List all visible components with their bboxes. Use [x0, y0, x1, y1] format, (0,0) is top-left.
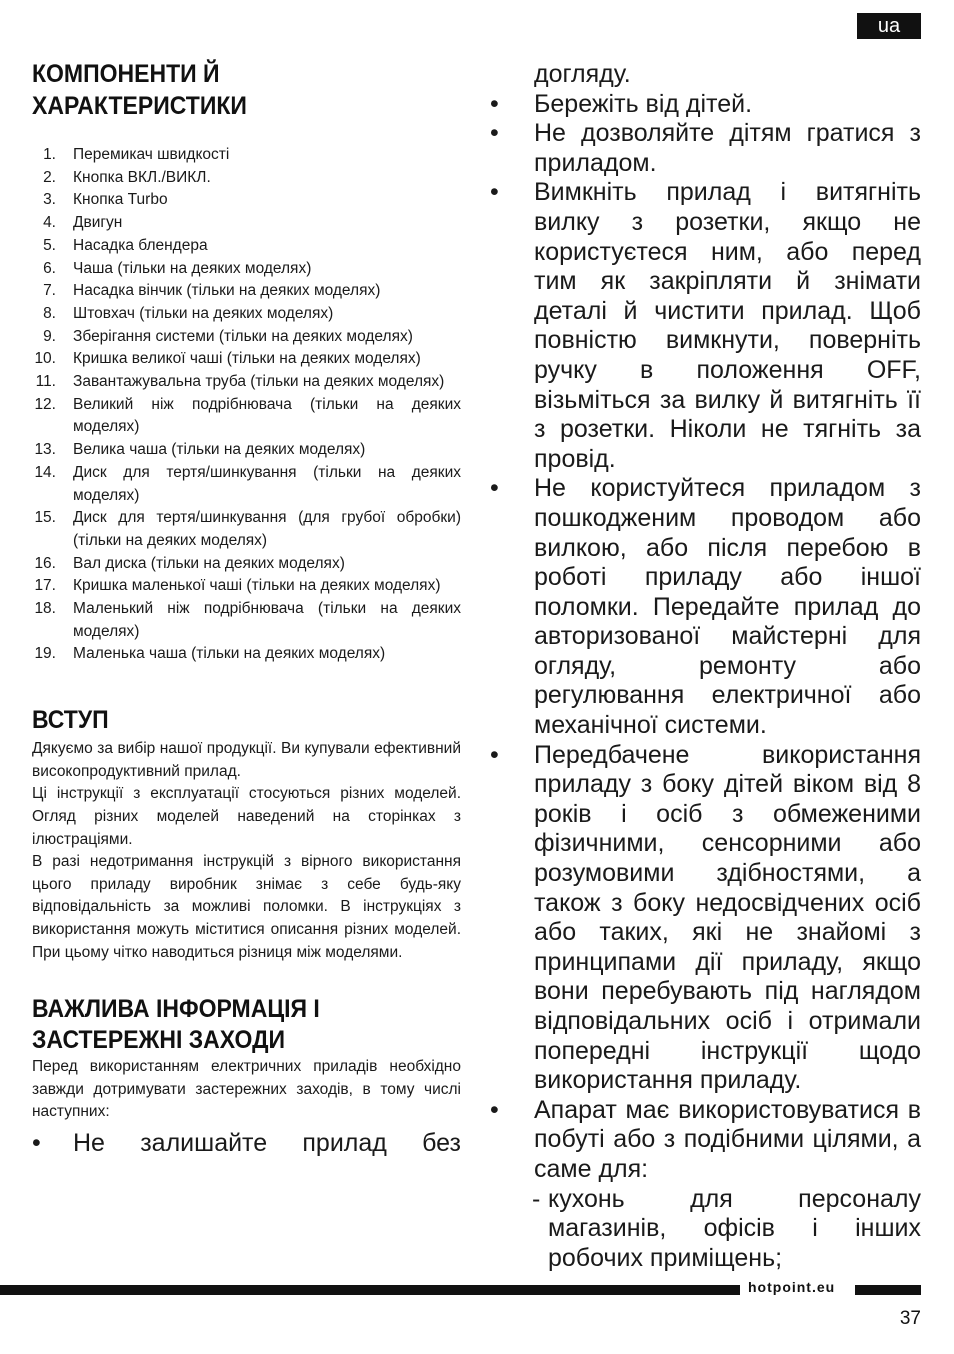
intro-heading: ВСТУП	[32, 706, 109, 735]
component-text: Диск для тертя/шинкування (для грубої обробки) (тільки на деяких моделях)	[73, 509, 461, 549]
component-text: Насадка вінчик (тільки на деяких моделях)	[73, 282, 381, 300]
continued-text: догляду.	[534, 60, 631, 88]
component-item	[32, 553, 461, 576]
component-text: Вал диска (тільки на деяких моделях)	[73, 554, 345, 572]
component-number: 5.	[43, 236, 56, 254]
bullet-icon: •	[490, 474, 499, 503]
component-text: Перемикач швидкості	[73, 146, 230, 163]
component-item	[32, 326, 461, 349]
component-text: Велика чаша (тільки на деяких моделях)	[73, 441, 366, 459]
component-number: 6.	[43, 259, 56, 277]
bullet-icon: •	[490, 1095, 499, 1124]
dash-item-text: кухонь для персоналу магазинів, офісів і інших робочих приміщень;	[548, 1184, 921, 1272]
component-item	[32, 371, 461, 394]
component-text: Великий ніж подрібнювача (тільки на деяких моделях)	[73, 395, 461, 436]
safety-bullet-text: Не залишайте прилад без	[73, 1128, 461, 1157]
component-number: 19.	[34, 645, 56, 663]
component-number: 2.	[43, 168, 56, 186]
safety-heading	[32, 994, 427, 1056]
intro-paragraph-2: Ці інструкції з експлуатації стосуються різних моделей. Огляд різних моделей наведений на сторінках з ілюстраціями.	[32, 785, 461, 848]
left-column	[32, 58, 461, 1158]
bullet-icon: •	[490, 119, 499, 148]
component-item	[32, 575, 461, 598]
component-text: Штовхач (тільки на деяких моделях)	[73, 304, 334, 322]
component-item	[32, 258, 461, 281]
component-item	[32, 189, 461, 212]
component-text: Диск для тертя/шинкування (тільки на деяких моделях)	[73, 463, 461, 504]
safety-bullet-text: Не дозволяйте дітям гратися з приладом.	[534, 119, 921, 177]
components-list	[32, 144, 461, 666]
component-item	[32, 348, 461, 371]
safety-bullet-item	[490, 474, 921, 740]
component-number: 18.	[34, 600, 56, 618]
safety-bullet-item	[490, 1096, 921, 1185]
component-item	[32, 167, 461, 190]
footer-site: hotpoint.eu	[748, 1279, 836, 1295]
component-number: 12.	[34, 395, 56, 413]
safety-bullet-item	[490, 741, 921, 1096]
safety-bullet	[32, 1128, 461, 1158]
component-text: Кришка маленької чаші (тільки на деяких моделях)	[73, 577, 441, 595]
bullet-icon: •	[32, 1128, 41, 1157]
component-text: Кнопка Turbo	[73, 191, 168, 209]
component-number: 8.	[43, 304, 56, 322]
intro-section	[32, 704, 461, 964]
safety-bullet-item	[490, 119, 921, 178]
safety-heading-line2: ЗАСТЕРЕЖНІ ЗАХОДИ	[32, 1026, 285, 1055]
component-text: Маленька чаша (тільки на деяких моделях)	[73, 645, 386, 663]
component-item	[32, 303, 461, 326]
component-item	[32, 280, 461, 303]
components-heading-line1: КОМПОНЕНТИ Й	[32, 60, 220, 88]
footer-rule-left	[0, 1285, 740, 1295]
component-item	[32, 235, 461, 258]
component-number: 4.	[43, 214, 56, 232]
language-badge: ua	[857, 13, 921, 39]
component-text: Чаша (тільки на деяких моделях)	[73, 259, 312, 277]
component-text: Двигун	[73, 214, 123, 232]
dash-item	[490, 1185, 921, 1274]
component-number: 17.	[34, 577, 56, 595]
component-item	[32, 439, 461, 462]
component-text: Кришка великої чаші (тільки на деяких моделях)	[73, 350, 421, 368]
safety-bullet-list	[490, 90, 921, 1185]
component-number: 11.	[35, 373, 56, 391]
component-number: 7.	[43, 282, 56, 300]
component-item	[32, 212, 461, 235]
component-number: 9.	[43, 327, 56, 345]
safety-paragraph: Перед використанням електричних приладів необхідно завжди дотримувати застережних заходів, в тому числі наступних:	[32, 1058, 461, 1121]
component-number: 10.	[34, 350, 56, 368]
component-number: 1.	[43, 146, 56, 163]
safety-bullet-item	[490, 178, 921, 474]
component-item	[32, 598, 461, 643]
bullet-icon: •	[490, 740, 499, 769]
components-heading	[32, 58, 427, 122]
component-item	[32, 507, 461, 552]
component-item	[32, 462, 461, 507]
right-column	[490, 60, 921, 1273]
bullet-icon: •	[490, 89, 499, 118]
footer-rule-right	[855, 1285, 921, 1295]
dash-icon: -	[532, 1184, 541, 1213]
component-text: Маленький ніж подрібнювача (тільки на деяких моделях)	[73, 600, 461, 640]
component-text: Кнопка ВКЛ./ВИКЛ.	[73, 168, 211, 186]
component-text: Насадка блендера	[73, 236, 208, 254]
safety-heading-line1: ВАЖЛИВА ІНФОРМАЦІЯ І	[32, 995, 320, 1024]
safety-bullet-text: Не користуйтеся приладом з пошкодженим проводом або вилкою, або після перебою в роботі приладу або іншої поломки. Передайте прилад до авторизованої майстерні для огляду, ремонту або регулювання електричної або механічної системи.	[534, 474, 921, 740]
component-number: 3.	[43, 191, 56, 209]
component-number: 16.	[34, 554, 56, 572]
page-number: 37	[899, 1308, 921, 1329]
component-number: 13.	[34, 441, 56, 459]
component-number: 15.	[34, 509, 56, 527]
safety-section	[32, 994, 461, 1158]
component-item	[32, 643, 461, 666]
components-heading-line2: ХАРАКТЕРИСТИКИ	[32, 92, 247, 120]
component-text: Зберігання системи (тільки на деяких моделях)	[73, 327, 413, 345]
intro-paragraph-3: В разі недотримання інструкцій з вірного використання цього приладу виробник знімає з себе будь-яку відповідальність за можливі поломки. В інструкціях з використання можуть міститися описання різних моделей. При цьому чітко наводиться різниця між моделями.	[32, 853, 461, 961]
component-text: Завантажувальна труба (тільки на деяких моделях)	[73, 373, 445, 391]
safety-bullet-text: Апарат має використовуватися в побуті або з подібними цілями, а саме для:	[534, 1095, 921, 1183]
safety-bullet-text: Вимкніть прилад і витягніть вилку з розетки, якщо не користуєтеся ним, або перед тим як закріпляти й знімати деталі й чистити прилад. Щоб повністю вимкнути, поверніть ручку в положення OFF, візьміться за вилку й витягніть її з розетки. Ніколи не тягніть за провід.	[534, 178, 921, 473]
safety-bullet-text: Передбачене використання приладу з боку дітей віком від 8 років і осіб з обмеженими фізичними, сенсорними або розумовими здібностями, а також з боку недосвідчених осіб або таких, які не знайомі з принципами дії приладу, якщо вони перебувають під наглядом відповідальних осіб і отримали попередні інструкції щодо використання приладу.	[534, 740, 921, 1095]
bullet-icon: •	[490, 178, 499, 207]
component-number: 14.	[34, 463, 56, 481]
safety-bullet-item	[490, 90, 921, 120]
component-item	[32, 394, 461, 439]
safety-bullet-text: Бережіть від дітей.	[534, 89, 753, 118]
intro-paragraph-1: Дякуємо за вибір нашої продукції. Ви купували ефективний високопродуктивний прилад.	[32, 740, 461, 780]
component-item	[32, 144, 461, 167]
